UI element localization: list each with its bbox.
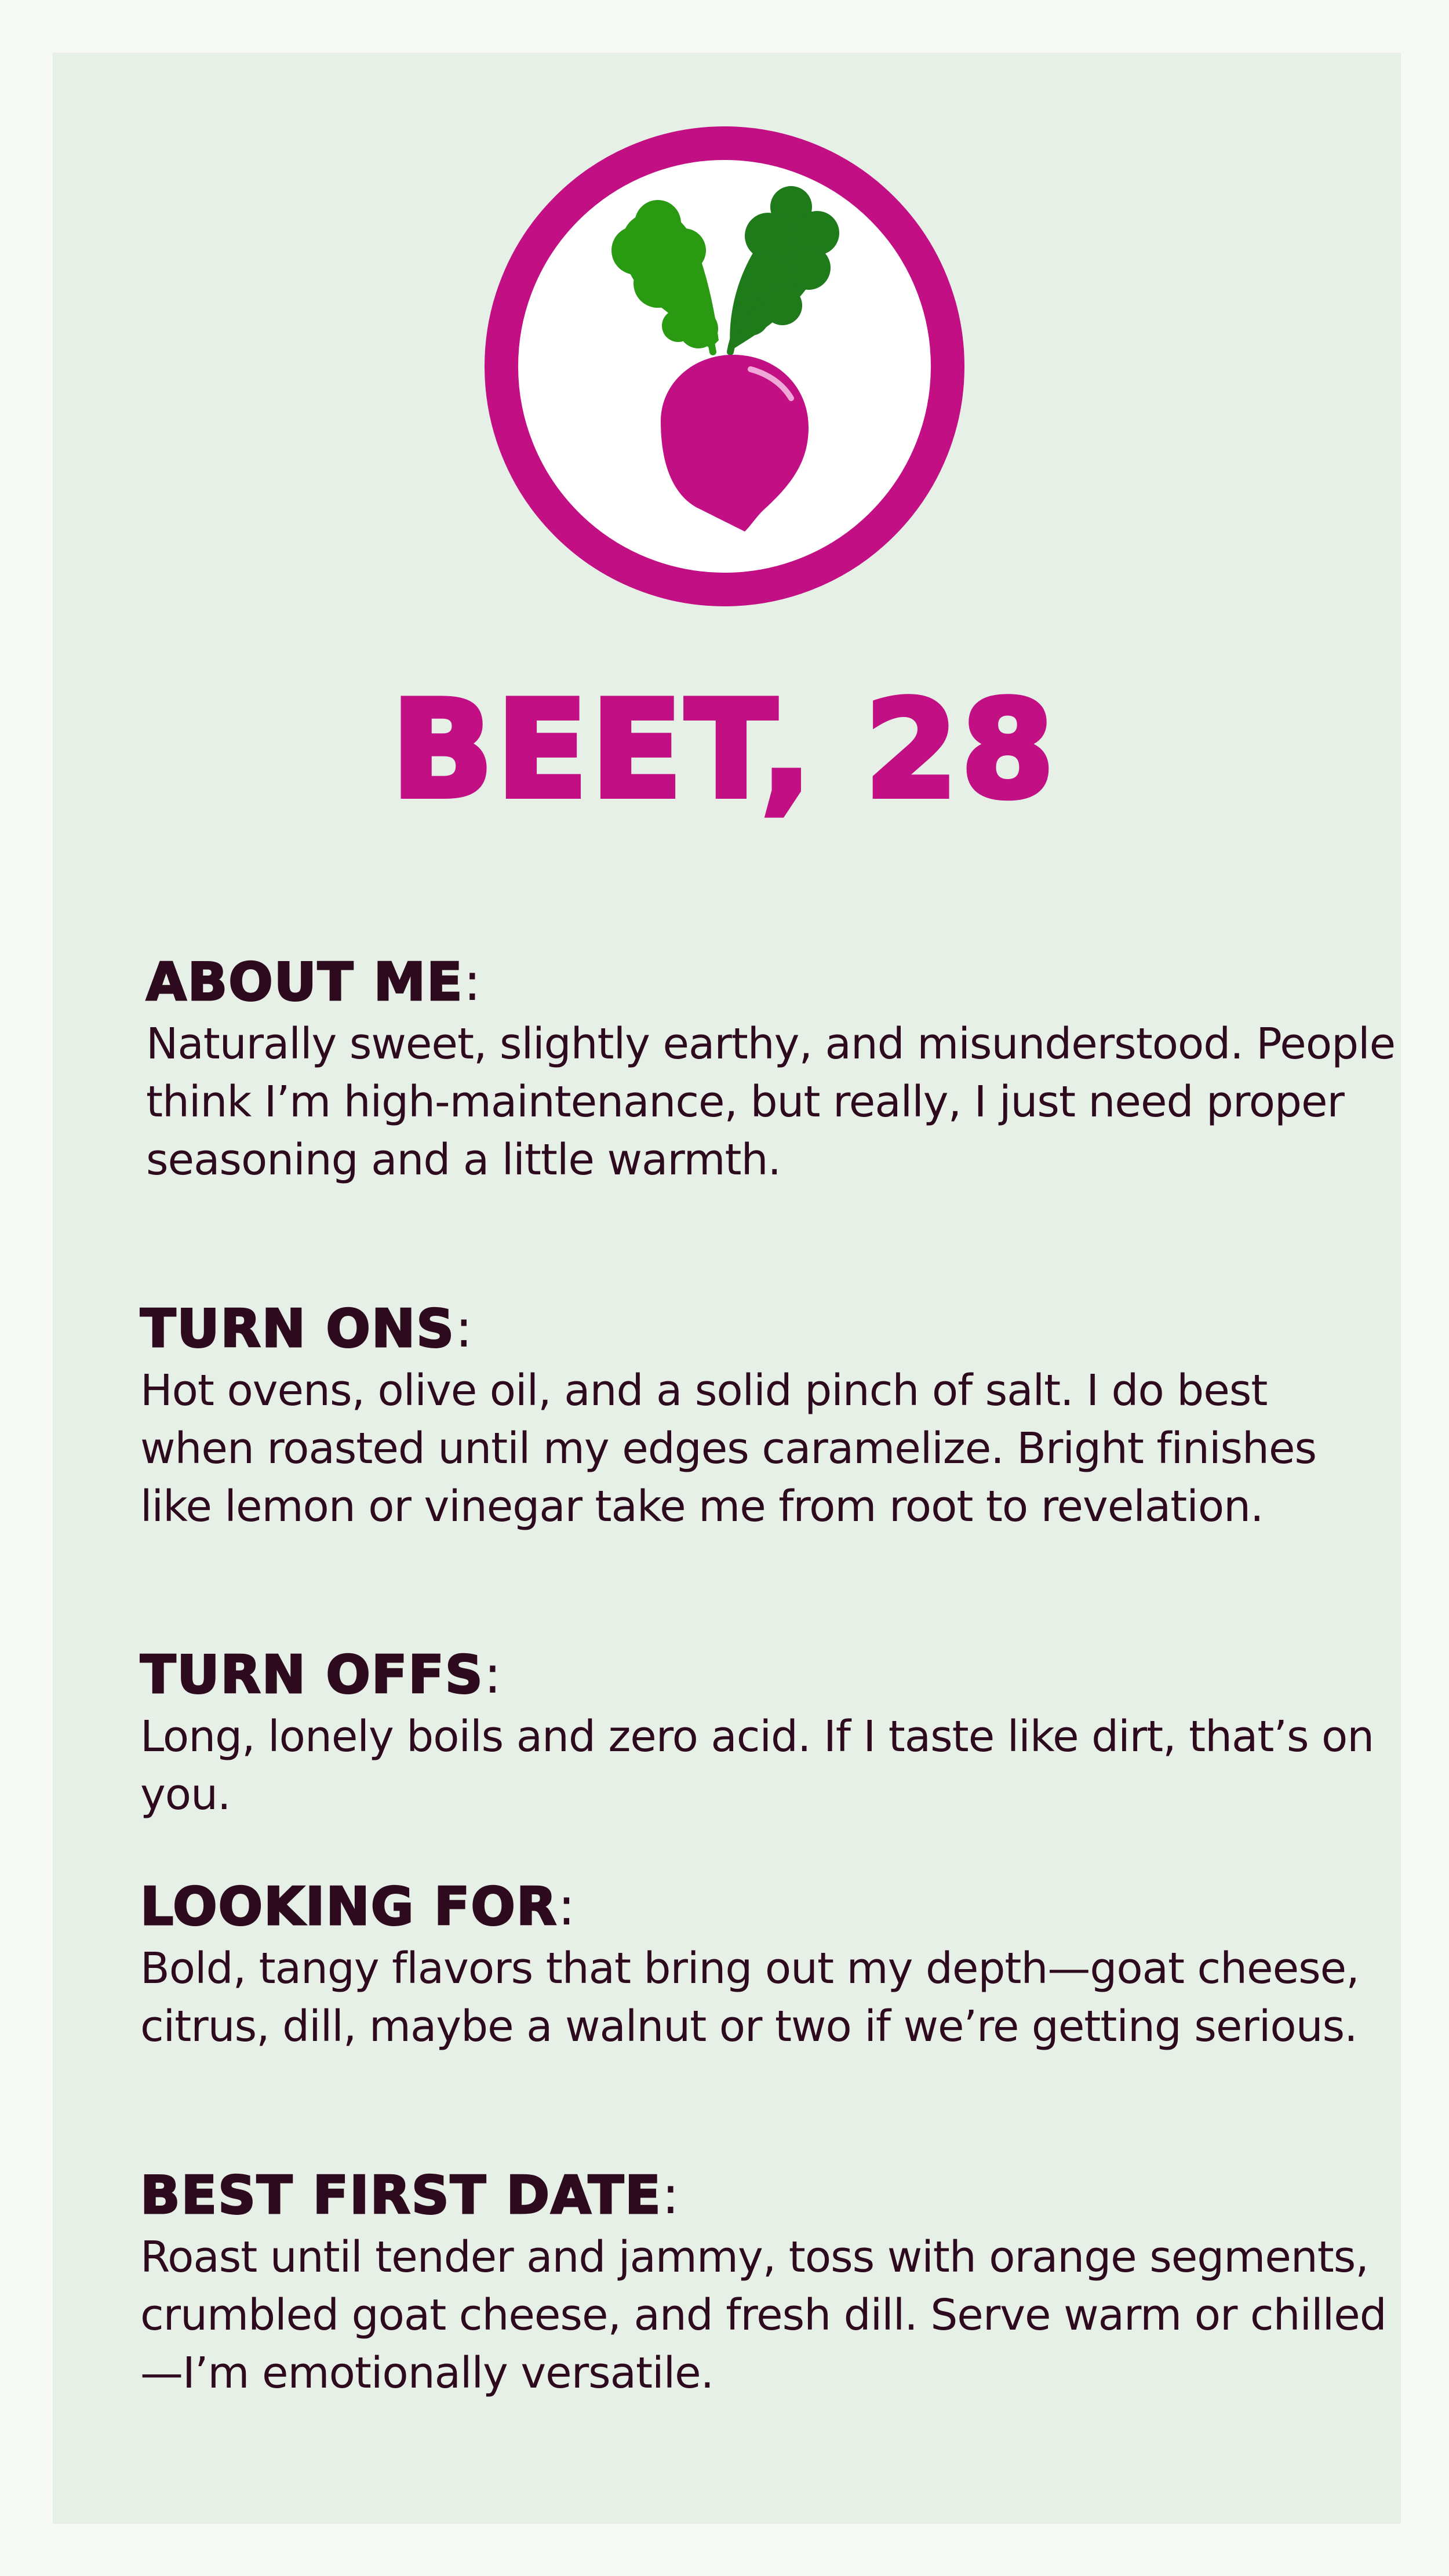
heading-text: BEST FIRST DATE (140, 2165, 662, 2226)
heading-text: TURN OFFS (140, 1644, 484, 1705)
section-body: Hot ovens, olive oil, and a solid pinch of salt. I do best when roasted until my edges caramelize. Bright finishes like lemon or vinegar take me from root to revelation. (140, 1366, 1317, 1531)
section-best-first-date (140, 2167, 1392, 2402)
section-heading (140, 2167, 1392, 2225)
section-turn-offs (140, 1646, 1392, 1824)
section-body: Long, lonely boils and zero acid. If I taste like dirt, that’s on you. (140, 1712, 1374, 1820)
profile-name: BEET, 28 (391, 673, 1058, 828)
section-heading (140, 1300, 1392, 1358)
section-heading (140, 1878, 1392, 1936)
section-looking-for (140, 1878, 1392, 2055)
heading-colon: : (483, 1644, 503, 1705)
heading-text: ABOUT ME (146, 952, 464, 1013)
heading-text: TURN ONS (140, 1298, 456, 1359)
heading-text: LOOKING FOR (140, 1876, 558, 1937)
heading-colon: : (455, 1298, 474, 1359)
beet-icon (484, 126, 965, 607)
section-about-me (146, 954, 1398, 1189)
section-body: Roast until tender and jammy, toss with orange segments, crumbled goat cheese, and fresh dill. Serve warm or chilled—I’m emotionally versatile. (140, 2232, 1386, 2398)
section-heading (140, 1646, 1392, 1704)
section-heading (146, 954, 1398, 1012)
heading-colon: : (558, 1876, 577, 1937)
section-turn-ons (140, 1300, 1392, 1536)
heading-colon: : (661, 2165, 681, 2226)
section-body: Naturally sweet, slightly earthy, and misunderstood. People think I’m high-maintenance, but really, I just need proper seasoning and a little warmth. (146, 1019, 1396, 1185)
heading-colon: : (463, 952, 482, 1013)
section-body: Bold, tangy flavors that bring out my depth—goat cheese, citrus, dill, maybe a walnut or two if we’re getting serious. (140, 1944, 1359, 2051)
